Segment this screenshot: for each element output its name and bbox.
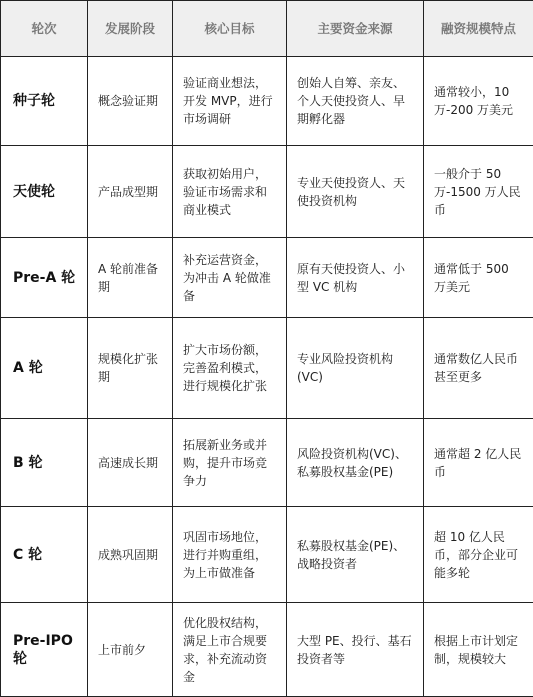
table-row — [1, 603, 533, 697]
header-cell-source: 主要资金来源 — [287, 1, 424, 57]
source-cell: 专业风险投资机构(VC) — [287, 318, 424, 419]
header-cell-stage: 发展阶段 — [88, 1, 173, 57]
table-row — [1, 318, 533, 419]
round-cell: Pre-IPO 轮 — [1, 603, 88, 697]
source-cell: 大型 PE、投行、基石投资者等 — [287, 603, 424, 697]
scale-cell: 超 10 亿人民币，部分企业可能多轮 — [424, 507, 533, 603]
goal-cell: 验证商业想法，开发 MVP，进行市场调研 — [173, 57, 287, 146]
header-row — [1, 1, 533, 57]
stage-cell: 概念验证期 — [88, 57, 173, 146]
scale-cell: 通常超 2 亿人民币 — [424, 419, 533, 507]
stage-cell: 上市前夕 — [88, 603, 173, 697]
goal-cell: 补充运营资金，为冲击 A 轮做准备 — [173, 238, 287, 318]
source-cell: 私募股权基金(PE)、战略投资者 — [287, 507, 424, 603]
table-row — [1, 419, 533, 507]
source-cell: 专业天使投资人、天使投资机构 — [287, 146, 424, 238]
goal-cell: 扩大市场份额，完善盈利模式，进行规模化扩张 — [173, 318, 287, 419]
goal-cell: 获取初始用户，验证市场需求和商业模式 — [173, 146, 287, 238]
round-cell: 种子轮 — [1, 57, 88, 146]
scale-cell: 通常较小，10 万-200 万美元 — [424, 57, 533, 146]
scale-cell: 根据上市计划定制，规模较大 — [424, 603, 533, 697]
source-cell: 风险投资机构(VC)、私募股权基金(PE) — [287, 419, 424, 507]
header-cell-goal: 核心目标 — [173, 1, 287, 57]
goal-cell: 巩固市场地位，进行并购重组，为上市做准备 — [173, 507, 287, 603]
header-cell-scale: 融资规模特点 — [424, 1, 533, 57]
table-row — [1, 238, 533, 318]
stage-cell: 高速成长期 — [88, 419, 173, 507]
round-cell: A 轮 — [1, 318, 88, 419]
source-cell: 创始人自筹、亲友、个人天使投资人、早期孵化器 — [287, 57, 424, 146]
round-cell: C 轮 — [1, 507, 88, 603]
source-cell: 原有天使投资人、小型 VC 机构 — [287, 238, 424, 318]
round-cell: Pre-A 轮 — [1, 238, 88, 318]
round-cell: 天使轮 — [1, 146, 88, 238]
goal-cell: 拓展新业务或并购，提升市场竞争力 — [173, 419, 287, 507]
stage-cell: 成熟巩固期 — [88, 507, 173, 603]
scale-cell: 通常数亿人民币甚至更多 — [424, 318, 533, 419]
stage-cell: 规模化扩张期 — [88, 318, 173, 419]
table-row — [1, 507, 533, 603]
scale-cell: 通常低于 500 万美元 — [424, 238, 533, 318]
stage-cell: A 轮前准备期 — [88, 238, 173, 318]
table-row — [1, 146, 533, 238]
stage-cell: 产品成型期 — [88, 146, 173, 238]
goal-cell: 优化股权结构，满足上市合规要求，补充流动资金 — [173, 603, 287, 697]
round-cell: B 轮 — [1, 419, 88, 507]
table-row — [1, 57, 533, 146]
header-cell-round: 轮次 — [1, 1, 88, 57]
scale-cell: 一般介于 50 万-1500 万人民币 — [424, 146, 533, 238]
